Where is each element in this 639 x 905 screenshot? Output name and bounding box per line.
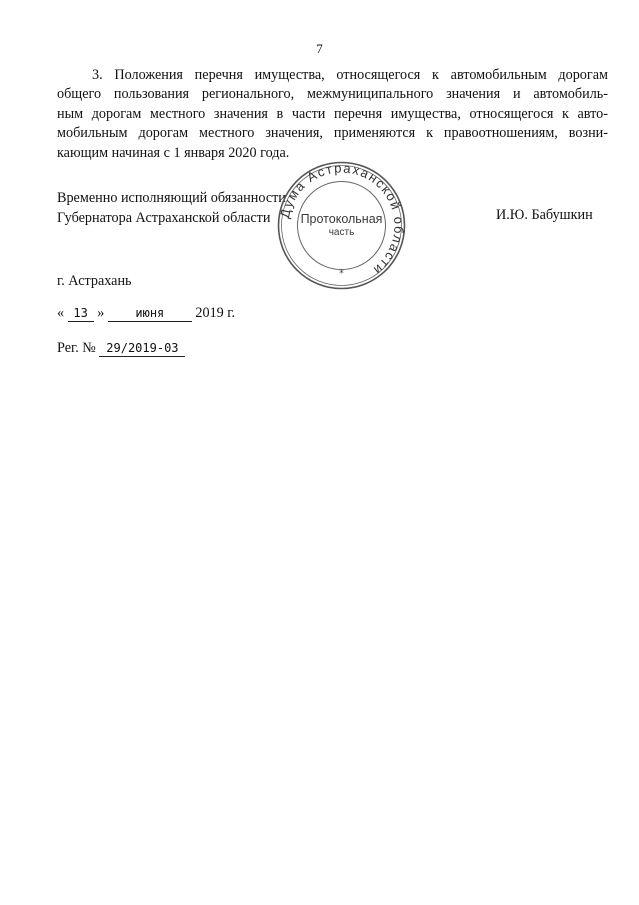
- date-month: июня: [108, 306, 192, 322]
- paragraph-line: кающим начиная с 1 января 2020 года.: [57, 144, 290, 161]
- stamp-ring-text: Дума Астраханской области: [276, 160, 407, 279]
- signer-position: [57, 189, 286, 228]
- stamp-inner-line2: часть: [328, 227, 355, 238]
- registration-label: Рег. №: [57, 340, 96, 356]
- date-year: 2019 г.: [195, 305, 236, 321]
- registration-number: [57, 340, 185, 357]
- paragraph-line: общего пользования регионального, межмуниципального значения и автомобиль-: [57, 86, 608, 103]
- stamp-star: *: [339, 269, 344, 279]
- signing-date: [57, 305, 235, 322]
- date-open-quote: «: [57, 305, 65, 321]
- signer-position-line2: Губернатора Астраханской области: [57, 209, 271, 226]
- signer-name: И.Ю. Бабушкин: [496, 207, 593, 223]
- date-close-quote: »: [97, 305, 105, 321]
- date-day: 13: [68, 306, 94, 322]
- paragraph-line: мобильным дорогам местного значения, применяются к правоотношениям, возни-: [57, 125, 608, 142]
- place-of-signing: г. Астрахань: [57, 273, 132, 289]
- registration-value: 29/2019-03: [99, 341, 185, 357]
- paragraph-line: 3. Положения перечня имущества, относящегося к автомобильным дорогам: [92, 67, 608, 83]
- stamp-inner-text: [276, 212, 407, 238]
- stamp-inner-line1: Протокольная: [300, 212, 383, 226]
- body-paragraph: [57, 66, 608, 163]
- official-stamp: [276, 160, 407, 291]
- paragraph-line: ным дорогам местного значения в части перечня имущества, относящегося к авто-: [57, 105, 608, 122]
- signer-position-line1: Временно исполняющий обязанности: [57, 190, 286, 206]
- page-number: 7: [316, 41, 323, 56]
